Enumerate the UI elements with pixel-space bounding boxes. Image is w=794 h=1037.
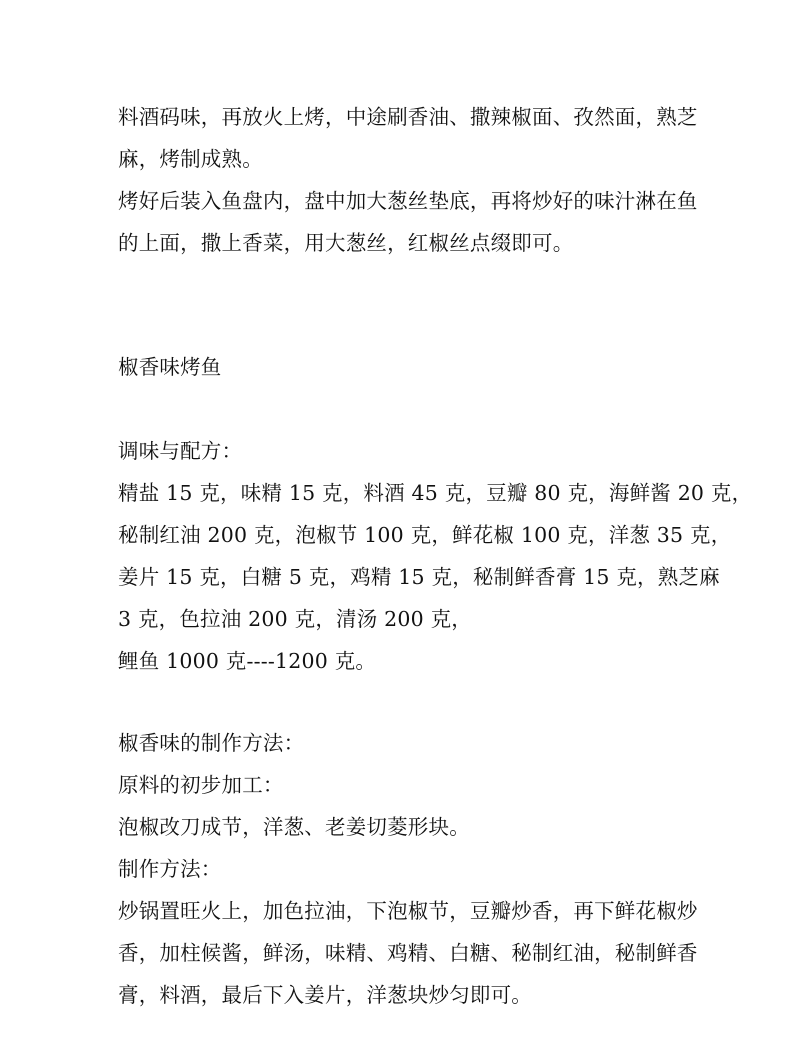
text-line: 精盐 15 克，味精 15 克，料酒 45 克，豆瓣 80 克，海鲜酱 20 克， xyxy=(118,481,753,505)
subheading: 原料的初步加工： xyxy=(118,773,284,797)
text-line: 姜片 15 克，白糖 5 克，鸡精 15 克，秘制鲜香膏 15 克，熟芝麻 xyxy=(118,565,720,589)
text-line: 泡椒改刀成节，洋葱、老姜切菱形块。 xyxy=(118,815,470,839)
section-title: 椒香味烤鱼 xyxy=(118,355,222,379)
text-line: 鲤鱼 1000 克----1200 克。 xyxy=(118,649,377,673)
subheading: 制作方法： xyxy=(118,857,222,881)
text-line: 香，加柱候酱，鲜汤，味精、鸡精、白糖、秘制红油，秘制鲜香 xyxy=(118,941,698,965)
text-line: 膏，料酒，最后下入姜片，洋葱块炒匀即可。 xyxy=(118,983,532,1007)
text-line: 秘制红油 200 克，泡椒节 100 克，鲜花椒 100 克，洋葱 35 克， xyxy=(118,523,732,547)
text-line: 炒锅置旺火上，加色拉油，下泡椒节，豆瓣炒香，再下鲜花椒炒 xyxy=(118,899,698,923)
text-line: 料酒码味，再放火上烤，中途刷香油、撒辣椒面、孜然面，熟芝 xyxy=(118,105,698,129)
subheading: 调味与配方： xyxy=(118,439,243,463)
text-line: 麻，烤制成熟。 xyxy=(118,147,263,171)
text-line: 3 克，色拉油 200 克，清汤 200 克， xyxy=(118,607,472,631)
text-line: 烤好后装入鱼盘内，盘中加大葱丝垫底，再将炒好的味汁淋在鱼 xyxy=(118,189,698,213)
subheading: 椒香味的制作方法： xyxy=(118,731,305,755)
text-line: 的上面，撒上香菜，用大葱丝，红椒丝点缀即可。 xyxy=(118,231,574,255)
